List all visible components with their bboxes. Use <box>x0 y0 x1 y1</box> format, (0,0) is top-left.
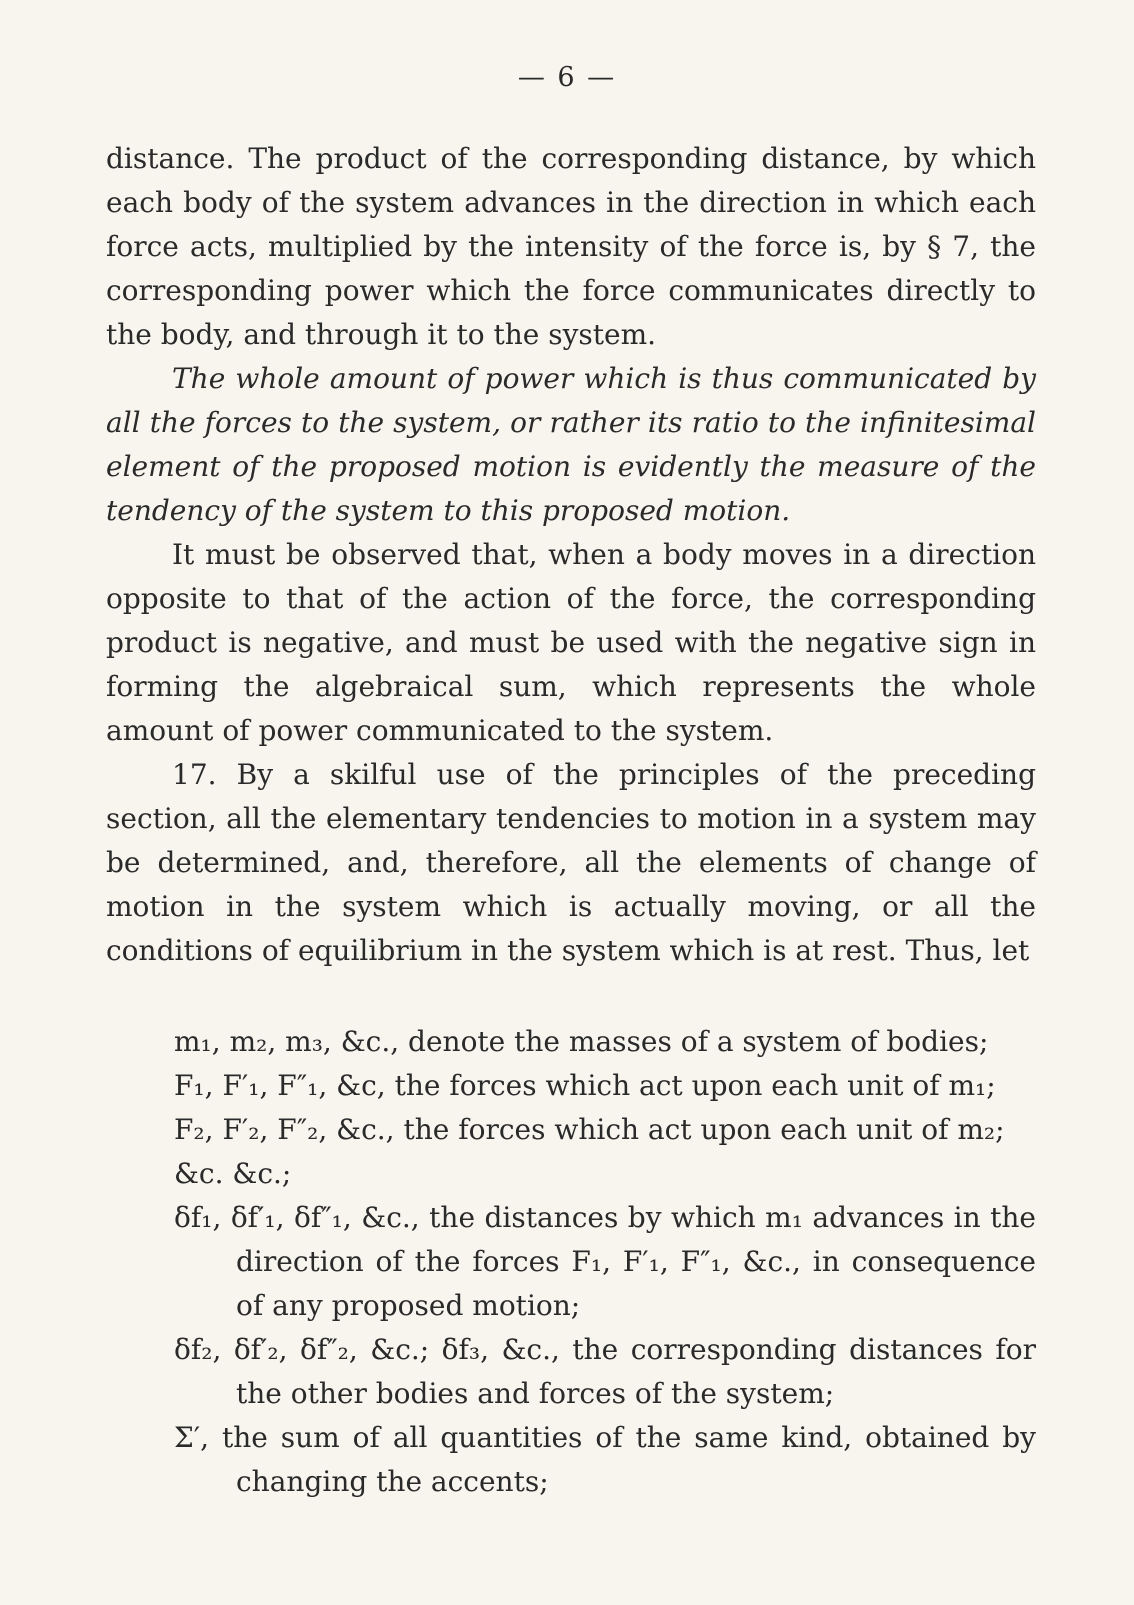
definition-sum: Σ′, the sum of all quantities of the same kind, obtained by changing the accents; <box>174 1421 1036 1498</box>
paragraph-1: distance. The product of the corresponding distance, by which each body of the system advances in the direction in which each force acts, multiplied by the intensity of the force is, by § 7, the corresponding power which the force communicates directly to the body, and through it to the system. <box>106 142 1036 351</box>
paragraph-4-section-17: 17. By a skilful use of the principles of the preceding section, all the elementary tendencies to motion in a system may be determined, and, therefore, all the elements of change of motion in the system which is actually moving, or all the conditions of equilibrium in the system which is at rest. Thus, let <box>106 758 1036 967</box>
definition-forces-m2: F₂, F′₂, F″₂, &c., the forces which act upon each unit of m₂; <box>174 1113 1005 1146</box>
definition-etc: &c. &c.; <box>174 1157 292 1190</box>
definition-distances-m1: δf₁, δf′₁, δf″₁, &c., the distances by which m₁ advances in the direction of the forces F₁, F′₁, F″₁, &c., in consequence of any proposed motion; <box>174 1201 1036 1322</box>
paragraph-3: It must be observed that, when a body moves in a direction opposite to that of the action of the force, the corresponding product is negative, and must be used with the negative sign in forming the algebraical sum, which represents the whole amount of power communicated to the system. <box>106 538 1036 747</box>
definition-forces-m1: F₁, F′₁, F″₁, &c, the forces which act upon each unit of m₁; <box>174 1069 996 1102</box>
spacer <box>106 973 1036 1020</box>
page-number: — 6 — <box>517 62 617 93</box>
definition-masses: m₁, m₂, m₃, &c., denote the masses of a system of bodies; <box>174 1025 989 1058</box>
paragraph-2-italic: The whole amount of power which is thus communicated by all the forces to the system, or rather its ratio to the infinitesimal element of the proposed motion is evidently the measure of the tendency of the system to this proposed motion. <box>106 362 1036 527</box>
definition-distances-others: δf₂, δf′₂, δf″₂, &c.; δf₃, &c., the corresponding distances for the other bodies and forces of the system; <box>174 1333 1036 1410</box>
page-body <box>106 137 1036 1504</box>
